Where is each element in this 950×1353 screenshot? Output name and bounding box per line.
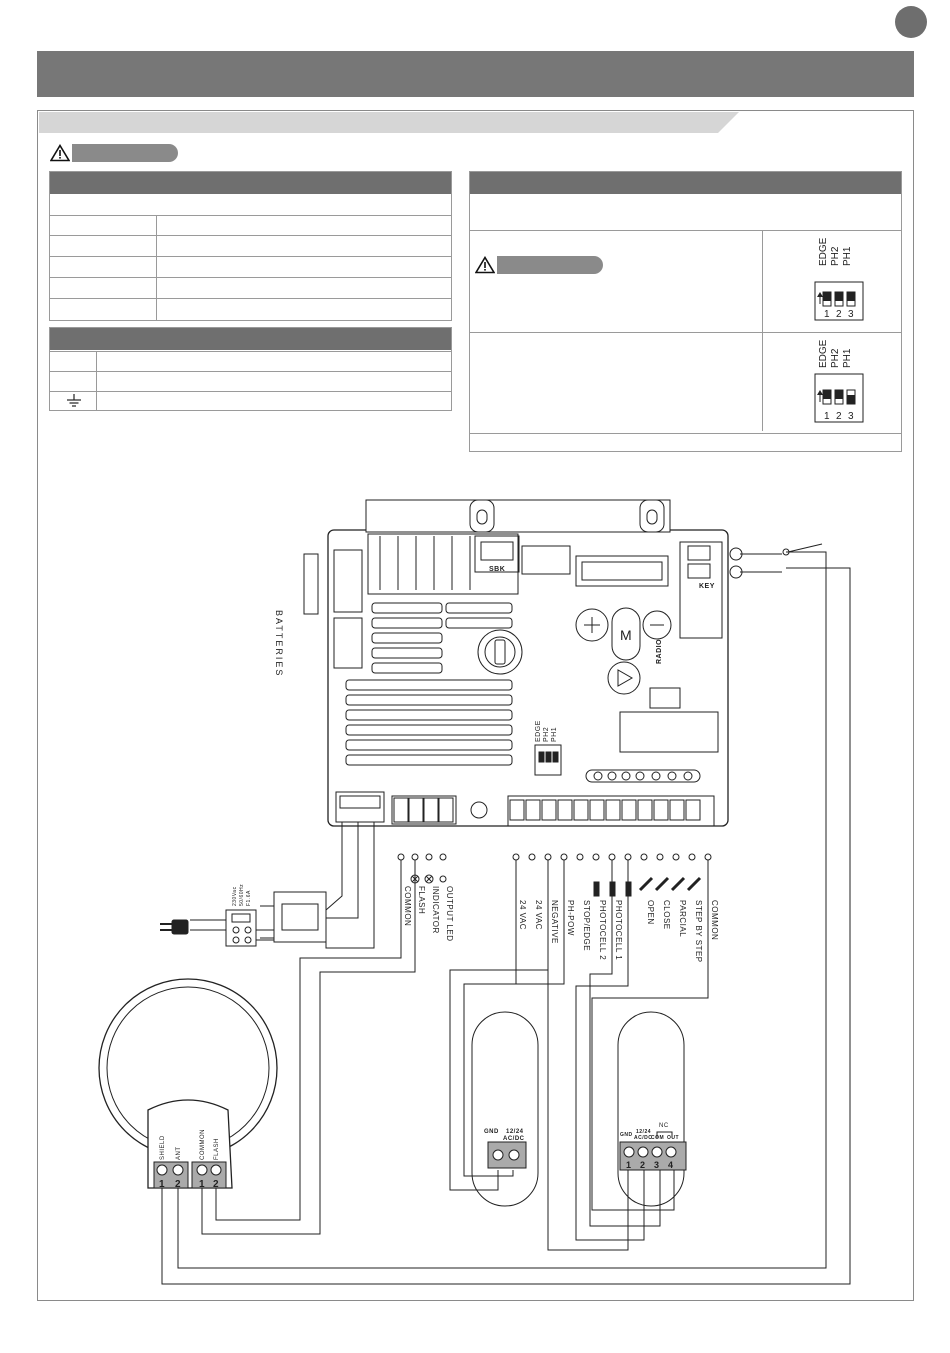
dip-label-ph1: PH1: [842, 246, 853, 266]
left-terminal-labels: [403, 886, 454, 942]
terminal-label-24vac-1: 24 VAC: [518, 900, 527, 930]
terminal-screws: [398, 854, 711, 860]
rx-number-3: 3: [654, 1160, 660, 1170]
terminal-label-flash: FLASH: [417, 886, 426, 915]
lamp-number-4: 2: [213, 1179, 220, 1190]
tx-label-acdc: AC/DC: [503, 1136, 525, 1142]
batteries-label: BATTERIES: [274, 610, 284, 678]
rx-label-com: COM: [651, 1135, 665, 1141]
dip-number-3: 3: [848, 309, 854, 320]
dip-number-2: 2: [836, 309, 842, 320]
rx-label-out: OUT: [667, 1135, 680, 1141]
fuse-frequency: 50/60Hz: [239, 883, 245, 906]
terminal-label-close: CLOSE: [662, 900, 671, 930]
dip-label-edge: EDGE: [818, 339, 829, 368]
terminal-label-ph-pow: PH-POW: [566, 900, 575, 936]
dip-label-edge: EDGE: [818, 237, 829, 266]
tx-labels: [484, 1129, 525, 1142]
key-label: KEY: [699, 583, 715, 590]
lamp-label-common: COMMON: [200, 1129, 206, 1160]
photocell-transmitter: [472, 1012, 538, 1206]
terminal-label-common-2: COMMON: [710, 900, 719, 941]
sbk-label: SBK: [489, 566, 506, 573]
terminal-label-stop-edge: STOP/EDGE: [582, 900, 591, 952]
rx-label-gnd: GND: [620, 1132, 633, 1138]
lamp-number-3: 1: [199, 1179, 206, 1190]
dip-label-ph2: PH2: [830, 246, 841, 266]
terminal-label-step-by-step: STEP BY STEP: [694, 900, 703, 963]
lamp-label-ant: ANT: [176, 1146, 182, 1160]
dip-number-1: 1: [824, 411, 830, 422]
lamp-label-shield: SHIELD: [160, 1135, 166, 1160]
terminal-label-24vac-2: 24 VAC: [534, 900, 543, 930]
control-board: [304, 500, 742, 826]
rx-label-nc: NC: [659, 1123, 669, 1129]
rx-number-1: 1: [626, 1160, 632, 1170]
board-dip-edge: EDGE: [535, 720, 542, 742]
tx-label-gnd: GND: [484, 1129, 499, 1135]
dip-label-ph1: PH1: [842, 348, 853, 368]
rx-label-voltage: 12/24: [636, 1129, 652, 1135]
lamp-label-flash: FLASH: [214, 1138, 220, 1160]
board-dip-ph2: PH2: [543, 726, 550, 742]
tx-label-voltage: 12/24: [506, 1129, 524, 1135]
terminal-label-open: OPEN: [646, 900, 655, 925]
m-label: M: [620, 627, 633, 643]
dip-number-3: 3: [848, 411, 854, 422]
radio-label: RADIO: [656, 638, 663, 664]
terminal-label-photocell-1: PHOTOCELL 1: [614, 900, 623, 961]
board-dip-ph1: PH1: [551, 726, 558, 742]
terminal-label-common: COMMON: [403, 886, 412, 927]
rx-label-acdc: AC/DC: [634, 1135, 653, 1141]
rx-number-2: 2: [640, 1160, 646, 1170]
fuse-rating: F1.6A: [246, 890, 252, 906]
fuse-voltage: 230Vac: [232, 886, 238, 906]
dip-label-ph2: PH2: [830, 348, 841, 368]
terminal-label-output-led: OUTPUT LED: [445, 886, 454, 942]
terminal-label-parcial: PARCIAL: [678, 900, 687, 938]
lamp-number-2: 2: [175, 1179, 182, 1190]
dip-number-1: 1: [824, 309, 830, 320]
rx-number-4: 4: [668, 1160, 674, 1170]
terminal-label-negative: NEGATIVE: [550, 900, 559, 944]
terminal-label-indicator: INDICATOR: [431, 886, 440, 934]
dip-number-2: 2: [836, 411, 842, 422]
fuse-labels: [232, 884, 252, 906]
terminal-label-photocell-2: PHOTOCELL 2: [598, 900, 607, 961]
flashing-lamp: [99, 979, 277, 1188]
lamp-number-1: 1: [159, 1179, 166, 1190]
